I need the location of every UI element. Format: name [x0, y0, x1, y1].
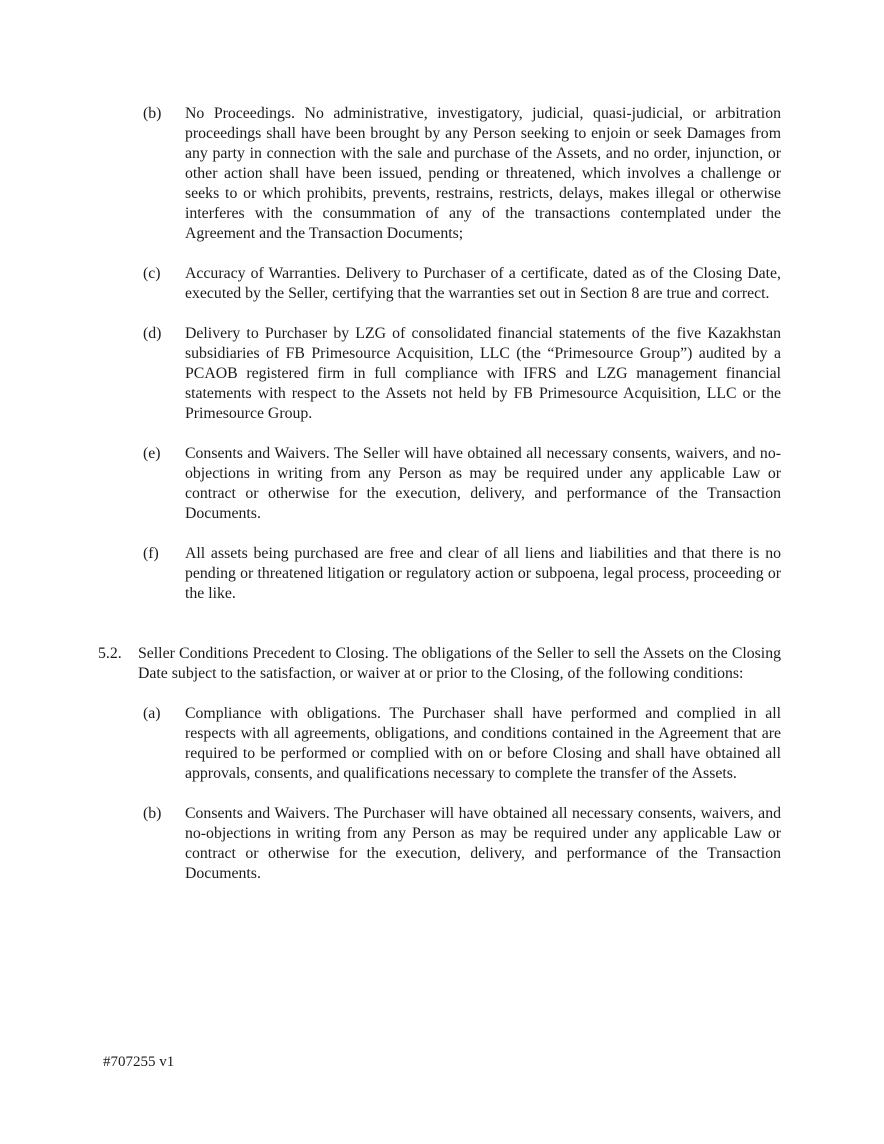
clause-label: (c) [143, 265, 161, 282]
clause-text: Compliance with obligations. The Purchaser shall have performed and complied in all respects with all agreements, obligations, and conditions contained in the Agreement that are required to be performed or complied with on or before Closing and shall have obtained all approvals, consents, and qualifications necessary to complete the transfer of the Assets. [185, 705, 781, 782]
clause-label: (b) [143, 105, 162, 122]
section-clause-a [98, 704, 781, 784]
clause-c [98, 264, 781, 304]
clause-text: All assets being purchased are free and clear of all liens and liabilities and that there is no pending or threatened litigation or regulatory action or subpoena, legal process, proceeding or the like. [185, 545, 781, 602]
clause-e [98, 444, 781, 524]
clause-text: Accuracy of Warranties. Delivery to Purchaser of a certificate, dated as of the Closing Date, executed by the Seller, certifying that the warranties set out in Section 8 are true and correct. [185, 265, 781, 302]
document-id-footer: #707255 v1 [103, 1054, 175, 1070]
document-content [98, 104, 781, 884]
clause-text: Consents and Waivers. The Seller will have obtained all necessary consents, waivers, and no-objections in writing from any Person as may be required under any applicable Law or contract or otherwise for the execution, delivery, and performance of the Transaction Documents. [185, 445, 781, 522]
clause-label: (b) [143, 805, 162, 822]
section-5-2 [98, 644, 781, 684]
clause-text: No Proceedings. No administrative, investigatory, judicial, quasi-judicial, or arbitration proceedings shall have been brought by any Person seeking to enjoin or seek Damages from any party in connection with the sale and purchase of the Assets, and no order, injunction, or other action shall have been issued, pending or threatened, which involves a challenge or seeks to or which prohibits, prevents, restrains, restricts, delays, makes illegal or otherwise interferes with the consummation of any of the transactions contemplated under the Agreement and the Transaction Documents; [185, 105, 781, 242]
section-number: 5.2. [98, 645, 122, 662]
clause-label: (f) [143, 545, 159, 562]
clause-b [98, 104, 781, 244]
clause-label: (d) [143, 325, 162, 342]
clause-d [98, 324, 781, 424]
clause-text: Delivery to Purchaser by LZG of consolidated financial statements of the five Kazakhstan subsidiaries of FB Primesource Acquisition, LLC (the “Primesource Group”) audited by a PCAOB registered firm in full compliance with IFRS and LZG management financial statements with respect to the Assets not held by FB Primesource Acquisition, LLC or the Primesource Group. [185, 325, 781, 422]
clause-label: (a) [143, 705, 161, 722]
clause-f [98, 544, 781, 604]
section-text: Seller Conditions Precedent to Closing. The obligations of the Seller to sell the Assets on the Closing Date subject to the satisfaction, or waiver at or prior to the Closing, of the following conditions: [138, 645, 781, 682]
section-clause-b [98, 804, 781, 884]
clause-text: Consents and Waivers. The Purchaser will have obtained all necessary consents, waivers, and no-objections in writing from any Person as may be required under any applicable Law or contract or otherwise for the execution, delivery, and performance of the Transaction Documents. [185, 805, 781, 882]
clause-label: (e) [143, 445, 161, 462]
